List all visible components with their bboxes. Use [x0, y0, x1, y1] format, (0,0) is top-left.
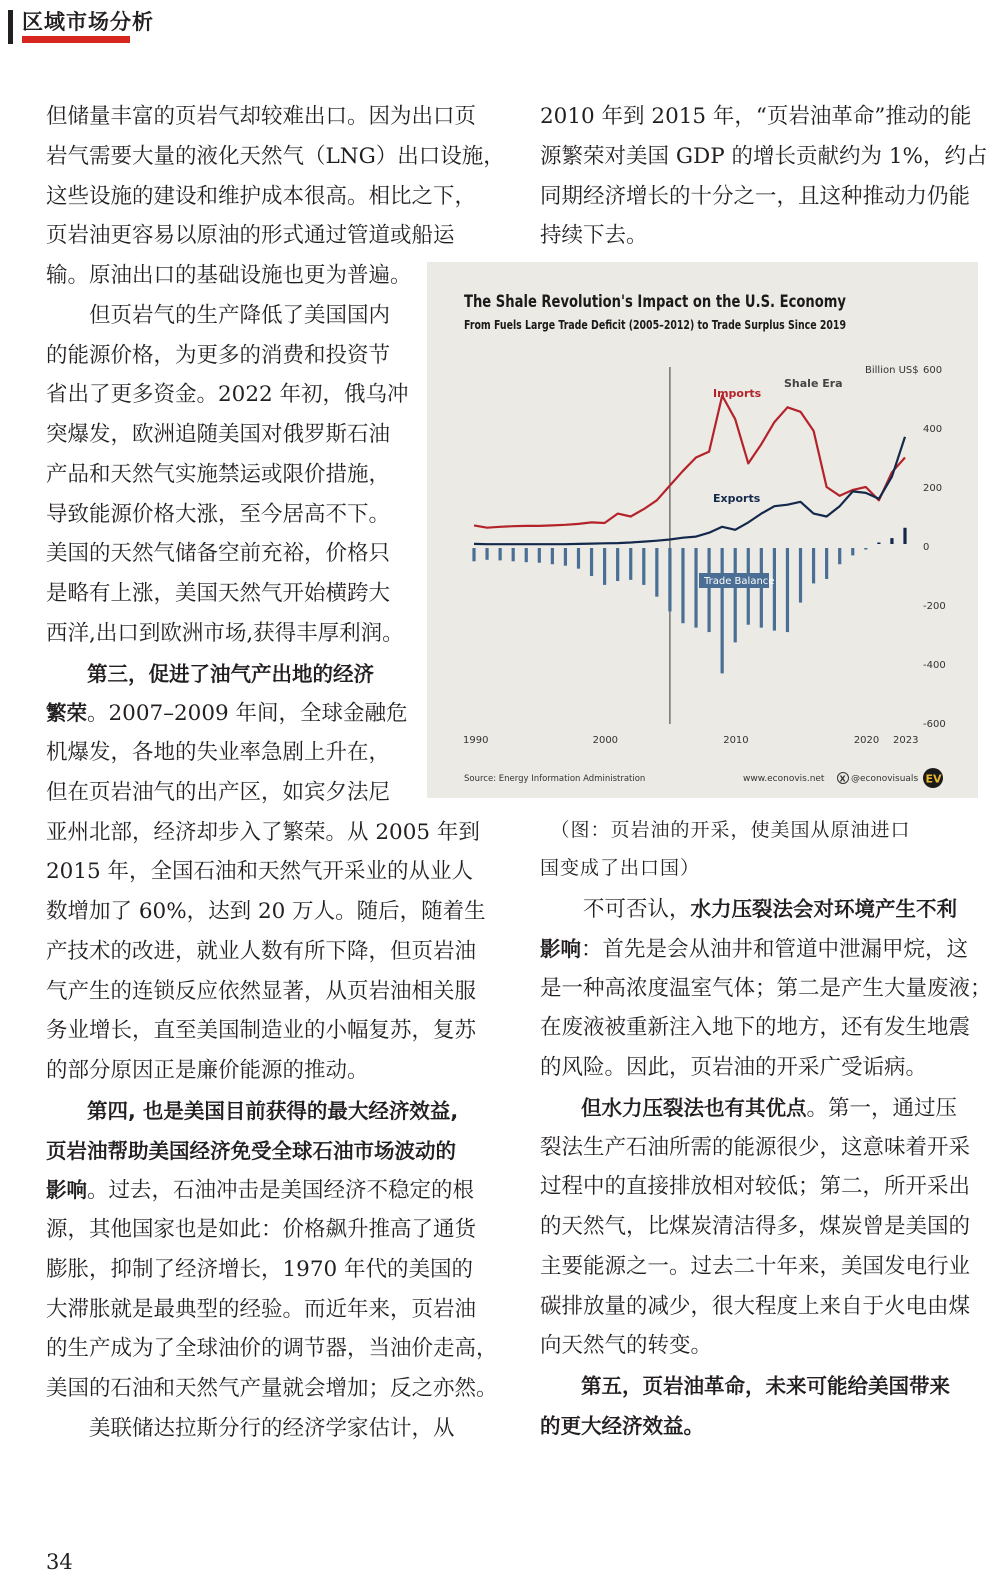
series-label-trade-balance: Trade Balance	[704, 576, 775, 587]
trade-balance-bar	[603, 548, 606, 585]
text-line: 亚州北部，经济却步入了繁荣。从 2005 年到	[46, 819, 480, 845]
trade-balance-bar	[864, 548, 867, 550]
bold-text-span: 水力压裂法会对环境产生不利	[690, 897, 958, 921]
text-line: 同期经济增长的十分之一，且这种推动力仍能	[540, 183, 971, 209]
text-line: 岩气需要大量的液化天然气（LNG）出口设施，	[46, 143, 505, 169]
trade-balance-bar	[642, 548, 645, 585]
trade-balance-bar	[551, 548, 554, 564]
ev-logo-text: EV	[925, 772, 942, 786]
text-line: 大滞胀就是最典型的经验。而近年来，页岩油	[46, 1296, 477, 1322]
x-social-glyph: X	[839, 774, 846, 784]
text-line	[540, 929, 968, 969]
text-line: 碳排放量的减少，很大程度上来自于火电由煤	[540, 1293, 971, 1319]
chart-source: Source: Energy Information Administration	[464, 774, 646, 784]
trade-balance-bar	[773, 548, 776, 631]
text-line: 输。原油出口的基础设施也更为普遍。	[46, 263, 412, 288]
chart-subtitle: From Fuels Large Trade Deficit (2005–2012) to Trade Surplus Since 2019	[464, 318, 846, 332]
trade-balance-bar	[577, 548, 580, 569]
text-line: 务业增长，直至美国制造业的小幅复苏，复苏	[46, 1018, 477, 1044]
text-line: 的部分原因正是廉价能源的推动。	[46, 1058, 369, 1083]
text-line: 美联储达拉斯分行的经济学家估计，从	[46, 1415, 455, 1441]
trade-balance-bar	[721, 548, 724, 673]
trade-balance-bar	[707, 548, 710, 632]
text-line: 第五，页岩油革命，未来可能给美国带来	[540, 1374, 950, 1398]
text-line: 省出了更多资金。2022 年初，俄乌冲	[46, 382, 409, 408]
text-line: 是一种高浓度温室气体；第二是产生大量废液；	[540, 975, 992, 1001]
text-line	[46, 693, 408, 733]
trade-balance-bar	[668, 548, 671, 611]
text-line: 页岩油帮助美国经济免受全球石油市场波动的	[46, 1138, 456, 1163]
trade-balance-bar	[851, 548, 854, 555]
text-line: 第三，促进了油气产出地的经济	[46, 661, 374, 686]
text-line: 源，其他国家也是如此：价格飙升推高了通货	[46, 1217, 477, 1242]
text-line: 这些设施的建设和维护成本很高。相比之下，	[46, 183, 477, 209]
series-label-exports: Exports	[713, 492, 761, 505]
text-line: 2010 年到 2015 年，“页岩油革命”推动的能	[540, 104, 972, 129]
page-number: 34	[46, 1550, 73, 1574]
text-span: ：首先是会从油井和管道中泄漏甲烷，这	[581, 936, 969, 962]
y-tick-label: 0	[923, 542, 930, 553]
text-line: 过程中的直接排放相对较低；第二，所开采出	[540, 1174, 971, 1200]
trade-balance-bar	[825, 548, 828, 579]
trade-balance-bar	[512, 548, 515, 561]
trade-balance-bar	[485, 548, 488, 560]
section-title: 区域市场分析	[22, 10, 154, 34]
trade-balance-bar	[694, 548, 697, 628]
bold-text-span: 影响	[540, 936, 581, 961]
text-span: 。2007–2009 年间，全球金融危	[87, 701, 408, 727]
text-line: 向天然气的转变。	[540, 1333, 713, 1359]
trade-balance-bar	[538, 548, 541, 563]
trade-balance-bar	[799, 548, 802, 603]
x-tick-label: 2010	[723, 735, 749, 746]
text-line	[46, 1170, 474, 1210]
text-line: 但储量丰富的页岩气却较难出口。因为出口页	[46, 104, 477, 129]
text-line: 的天然气，比煤炭清洁得多，煤炭曾是美国的	[540, 1214, 971, 1239]
header-accent-line	[22, 36, 130, 43]
chart-figure	[427, 262, 978, 798]
trade-balance-bar	[890, 538, 893, 544]
text-line: 突爆发，欧洲追随美国对俄罗斯石油	[46, 422, 391, 447]
y-tick-label: 600	[923, 365, 943, 376]
text-line: 数增加了 60%，达到 20 万人。随后，随着生	[46, 899, 486, 924]
trade-balance-bar	[903, 528, 906, 544]
caption-line: （图：页岩油的开采，使美国从原油进口	[540, 819, 911, 841]
trade-balance-bar	[472, 548, 475, 561]
text-line: 但在页岩油气的出产区，如宾夕法尼	[46, 779, 391, 805]
text-line	[540, 1088, 957, 1128]
y-tick-label: -200	[923, 601, 946, 612]
text-line: 产品和天然气实施禁运或限价措施，	[46, 461, 391, 487]
x-tick-label: 2000	[592, 735, 619, 746]
text-line: 的更大经济效益。	[540, 1413, 704, 1438]
chart-site: www.econovis.net	[743, 774, 825, 784]
bold-text-span: 影响	[46, 1178, 87, 1203]
text-line: 导致能源价格大涨，至今居高不下。	[46, 501, 391, 527]
shale-era-label: Shale Era	[784, 377, 843, 390]
text-line: 的风险。因此，页岩油的开采广受诟病。	[540, 1055, 928, 1080]
y-tick-label: 200	[923, 483, 943, 494]
text-line	[540, 889, 957, 929]
header-bar	[8, 10, 13, 44]
chart-title: The Shale Revolution's Impact on the U.S. Economy	[464, 292, 846, 312]
text-line: 气产生的连锁反应依然显著，从页岩油相关服	[46, 978, 477, 1004]
trade-balance-bar	[590, 548, 593, 576]
text-line: 西洋,出口到欧洲市场,获得丰厚利润。	[46, 620, 404, 646]
x-tick-label: 1990	[463, 735, 489, 746]
trade-balance-bar	[564, 548, 567, 566]
series-line-exports	[474, 437, 905, 544]
text-line: 裂法生产石油所需的能源很少，这意味着开采	[540, 1134, 971, 1160]
text-line: 2015 年，全国石油和天然气开采业的从业人	[46, 859, 474, 885]
text-line: 的生产成为了全球油价的调节器，当油价走高，	[46, 1336, 498, 1362]
y-tick-label: 400	[923, 424, 943, 435]
trade-balance-bar	[681, 548, 684, 623]
text-span: 。过去，石油冲击是美国经济不稳定的根	[87, 1178, 475, 1204]
trade-balance-bar	[812, 548, 815, 583]
x-tick-label: 2023	[893, 735, 919, 746]
text-line: 美国的天然气储备空前充裕，价格只	[46, 541, 391, 567]
text-line: 页岩油更容易以原油的形式通过管道或船运	[46, 223, 455, 249]
caption-line: 国变成了出口国）	[540, 857, 701, 879]
text-line: 在废液被重新注入地下的地方，还有发生地震	[540, 1015, 971, 1041]
y-tick-label: -600	[923, 719, 946, 730]
text-line: 膨胀，抑制了经济增长，1970 年代的美国的	[46, 1256, 474, 1282]
trade-balance-bar	[786, 548, 789, 632]
y-tick-label: -400	[923, 660, 946, 671]
text-line: 的能源价格，为更多的消费和投资节	[46, 342, 391, 368]
chart-svg	[427, 262, 978, 798]
bold-text-span: 繁荣	[46, 701, 87, 726]
text-span: 不可否认，	[540, 897, 691, 922]
trade-balance-bar	[877, 543, 880, 545]
bold-text-span: 但水力压裂法也有其优点	[540, 1095, 807, 1120]
series-line-imports	[474, 396, 905, 528]
text-line: 机爆发，各地的失业率急剧上升在，	[46, 740, 391, 765]
text-line: 美国的石油和天然气产量就会增加；反之亦然。	[46, 1376, 498, 1401]
trade-balance-bar	[734, 548, 737, 642]
text-line: 是略有上涨，美国天然气开始横跨大	[46, 581, 391, 606]
text-line: 第四, 也是美国目前获得的最大经济效益,	[46, 1098, 459, 1123]
text-line: 但页岩气的生产降低了美国国内	[46, 302, 391, 328]
x-tick-label: 2020	[853, 735, 880, 746]
trade-balance-bar	[838, 548, 841, 564]
chart-social-handle: @econovisuals	[851, 774, 919, 784]
y-axis-label: Billion US$	[865, 365, 919, 376]
trade-balance-bar	[525, 548, 528, 562]
text-line: 产技术的改进，就业人数有所下降，但页岩油	[46, 938, 477, 964]
series-label-imports: Imports	[713, 387, 762, 400]
trade-balance-bar	[655, 548, 658, 597]
text-span: 。第一，通过压	[806, 1095, 958, 1121]
text-line: 主要能源之一。过去二十年来，美国发电行业	[540, 1253, 971, 1279]
trade-balance-bar	[499, 548, 502, 560]
text-line: 源繁荣对美国 GDP 的增长贡献约为 1%，约占	[540, 143, 988, 169]
text-line: 持续下去。	[540, 223, 648, 249]
trade-balance-bar	[616, 548, 619, 581]
trade-balance-bar	[629, 548, 632, 580]
